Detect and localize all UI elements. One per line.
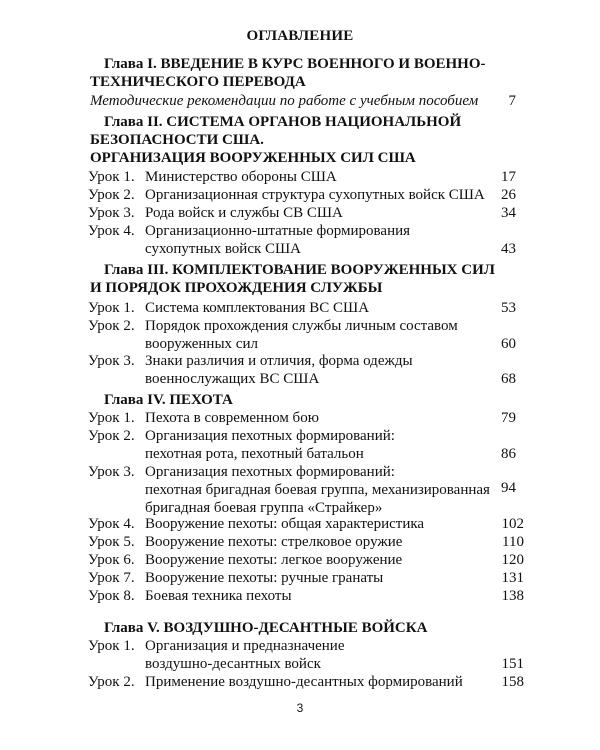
chapter-3-heading-cont: И ПОРЯДОК ПРОХОЖДЕНИЯ СЛУЖБЫ <box>90 280 383 296</box>
chapter-2-heading: Глава II. СИСТЕМА ОРГАНОВ НАЦИОНАЛЬНОЙ <box>104 114 462 130</box>
lesson-title: Система комплектования ВС США <box>145 300 370 316</box>
page-ref: 34 <box>501 205 516 221</box>
page-ref: 26 <box>501 187 516 203</box>
page-title: ОГЛАВЛЕНИЕ <box>246 28 354 44</box>
lesson-title: Вооружение пехоты: легкое вооружение <box>145 552 403 568</box>
chapter-2-heading-cont: ОРГАНИЗАЦИЯ ВООРУЖЕННЫХ СИЛ США <box>90 150 416 166</box>
lesson-label: Урок 4. <box>88 516 135 532</box>
lesson-title: Порядок прохождения службы личным составом <box>145 318 458 334</box>
chapter-3-heading: Глава III. КОМПЛЕКТОВАНИЕ ВООРУЖЕННЫХ СИЛ <box>104 262 495 278</box>
lesson-title: Знаки различия и отличия, форма одежды <box>145 353 413 369</box>
page-ref: 102 <box>501 516 524 532</box>
page-ref: 158 <box>501 674 524 690</box>
lesson-title: Организация пехотных формирований: <box>145 464 395 480</box>
lesson-title: Пехота в современном бою <box>145 410 319 426</box>
lesson-title: Министерство обороны США <box>145 169 337 185</box>
page-ref: 86 <box>501 446 516 462</box>
lesson-label: Урок 2. <box>88 187 135 203</box>
lesson-label: Урок 3. <box>88 464 135 480</box>
lesson-label: Урок 1. <box>88 410 135 426</box>
page-ref: 120 <box>501 552 524 568</box>
page-ref: 131 <box>501 570 524 586</box>
lesson-label: Урок 1. <box>88 169 135 185</box>
lesson-label: Урок 1. <box>88 638 135 654</box>
page-number: 3 <box>296 701 304 715</box>
lesson-label: Урок 3. <box>88 353 135 369</box>
lesson-title: Применение воздушно-десантных формирований <box>145 674 463 690</box>
lesson-label: Урок 7. <box>88 570 135 586</box>
lesson-title-cont: пехотная рота, пехотный батальон <box>145 446 364 462</box>
lesson-title: Вооружение пехоты: общая характеристика <box>145 516 425 532</box>
page-ref: 151 <box>501 656 524 672</box>
toc-entry-methodology: Методические рекомендации по работе с учебным пособием <box>90 93 479 109</box>
lesson-title: Организация и предназначение <box>145 638 345 654</box>
lesson-label: Урок 6. <box>88 552 135 568</box>
chapter-4-heading: Глава IV. ПЕХОТА <box>104 392 233 408</box>
lesson-label: Урок 2. <box>88 674 135 690</box>
lesson-label: Урок 3. <box>88 205 135 221</box>
lesson-title-cont: военнослужащих ВС США <box>145 371 320 387</box>
chapter-1-heading: Глава I. ВВЕДЕНИЕ В КУРС ВОЕННОГО И ВОЕННО- <box>104 56 486 72</box>
page-ref: 7 <box>508 93 516 109</box>
lesson-title: Вооружение пехоты: стрелковое оружие <box>145 534 403 550</box>
chapter-5-heading: Глава V. ВОЗДУШНО-ДЕСАНТНЫЕ ВОЙСКА <box>104 620 428 636</box>
page-ref: 43 <box>501 241 516 257</box>
chapter-1-heading-cont: ТЕХНИЧЕСКОГО ПЕРЕВОДА <box>90 74 306 90</box>
lesson-label: Урок 5. <box>88 534 135 550</box>
lesson-title: Организационная структура сухопутных войск США <box>145 187 485 203</box>
page-ref: 68 <box>501 371 516 387</box>
page-ref: 53 <box>501 300 516 316</box>
lesson-title: Организация пехотных формирований: <box>145 428 395 444</box>
page-ref: 17 <box>501 169 516 185</box>
lesson-label: Урок 1. <box>88 300 135 316</box>
lesson-title: Вооружение пехоты: ручные гранаты <box>145 570 384 586</box>
chapter-2-heading-cont: БЕЗОПАСНОСТИ США. <box>90 132 264 148</box>
lesson-label: Урок 2. <box>88 428 135 444</box>
lesson-title-cont: вооруженных сил <box>145 336 258 352</box>
lesson-title: Рода войск и службы СВ США <box>145 205 343 221</box>
lesson-title-cont: сухопутных войск США <box>145 241 301 257</box>
lesson-title-cont: бригадная боевая группа «Страйкер» <box>145 500 383 516</box>
lesson-title: Боевая техника пехоты <box>145 588 292 604</box>
lesson-title-cont: пехотная бригадная боевая группа, механизированная <box>145 482 490 498</box>
lesson-title: Организационно-штатные формирования <box>145 223 411 239</box>
lesson-title-cont: воздушно-десантных войск <box>145 656 321 672</box>
lesson-label: Урок 4. <box>88 223 135 239</box>
page-ref: 138 <box>501 588 524 604</box>
page-ref: 60 <box>501 336 516 352</box>
lesson-label: Урок 8. <box>88 588 135 604</box>
page-ref: 94 <box>501 480 516 496</box>
page-ref: 110 <box>502 534 524 550</box>
lesson-label: Урок 2. <box>88 318 135 334</box>
page-ref: 79 <box>501 410 516 426</box>
